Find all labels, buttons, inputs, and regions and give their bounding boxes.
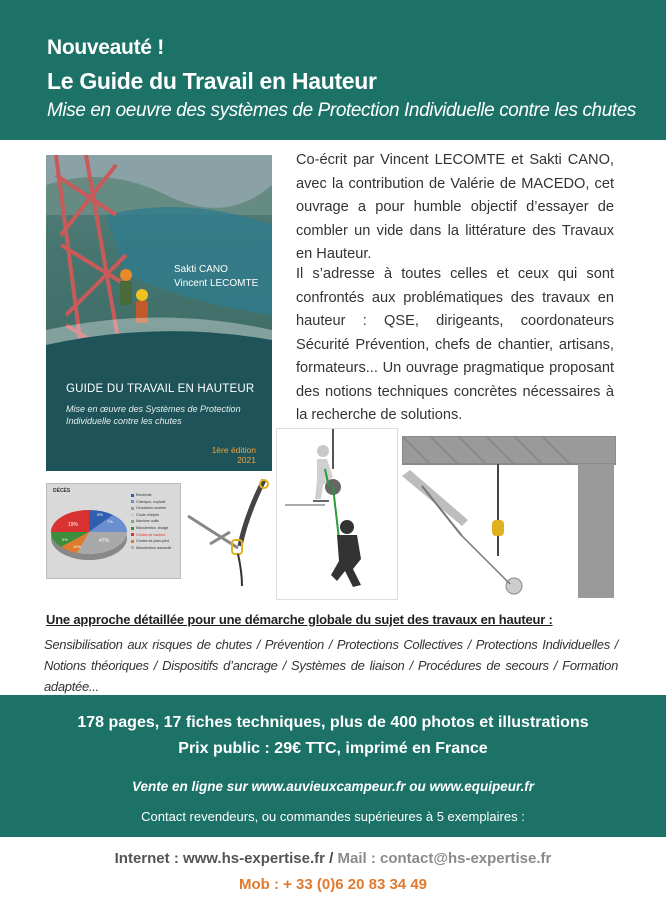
mail-link[interactable]: Mail : contact@hs-expertise.fr [337,850,552,867]
book-specs: 178 pages, 17 fiches techniques, plus de 400 photos et illustrations [77,714,589,731]
legend-item: Electricité [131,492,171,499]
legend-item: Chutes de hauteur [131,532,171,539]
approach-title: Une approche détaillée pour une démarche globale du sujet des travaux en hauteur : [46,612,553,627]
pie-chart-title: DÉCÈS [53,488,71,494]
topics-list: Sensibilisation aux risques de chutes / Prévention / Protections Collectives / Protections Individuelles / Notions théoriques / Dispositifs d’ancrage / Systèmes de liaison / Procédures de secours / Formation adaptée... [44,637,618,694]
pie-label-0: 9% [97,512,103,517]
pie-label-5: 47% [99,538,110,544]
pie-chart-graphic [47,492,131,576]
book-cover [46,155,272,471]
online-sales: Vente en ligne sur www.auvieuxcampeur.fr ou www.equipeur.fr [131,779,535,794]
contact-separator: / [329,850,334,867]
structure-illustration [402,436,616,598]
book-year: 2021 [237,455,256,465]
header-subtitle: Mise en oeuvre des systèmes de Protection Individuelle contre les chutes [47,100,637,121]
legend-item: Chute d’objets [131,512,171,519]
header-title: Le Guide du Travail en Hauteur [47,68,377,94]
legend-item: Manutention manuelle [131,545,171,552]
pie-label-2: 7% [107,519,113,524]
legend-item: Circulation routière [131,505,171,512]
rescue-illustration [276,428,398,600]
intro-paragraph-1: Co-écrit par Vincent LECOMTE et Sakti CANO, avec la contribution de Valérie de MACEDO, cet ouvrage a pour humble objectif d’essayer de combler un vide dans la littérature des Travaux en Hauteur. [296,152,614,262]
internet-link[interactable]: Internet : www.hs-expertise.fr [114,850,325,867]
book-subtitle: Mise en œuvre des Systèmes de Protection Individuelle contre les chutes [66,404,241,426]
pie-chart-thumbnail [46,483,181,579]
legend-item: Chimique, explosif [131,499,171,506]
info-band [0,695,666,837]
pie-chart-legend [131,492,171,551]
header-announcement: Nouveauté ! [47,36,164,59]
pie-label-1: 19% [68,522,79,528]
legend-item: Chutes de plain-pied [131,538,171,545]
book-edition: 1ère édition [211,445,256,455]
legend-item: Manutention, levage [131,525,171,532]
legend-item: Machine outils [131,518,171,525]
pie-label-3: 9% [62,537,68,542]
price: Prix public : 29€ TTC, imprimé en France [178,740,488,757]
pie-label-4: 10% [73,544,82,549]
intro-paragraph-2: Il s’adresse à toutes celles et ceux qui sont confrontés aux problématiques des travaux en hauteur : QSE, dirigeants, coordonateurs Sécurité Prévention, chefs de chantier, artisans, formateurs... Un ouvrage pragmatique proposant des notions techniques concrètes nécessaires à la recherche de solutions. [296,266,614,423]
lanyard-illustration [186,476,270,588]
book-authors [174,263,258,291]
reseller-contact: Contact revendeurs, ou commandes supérieures à 5 exemplaires : [141,809,525,824]
header-banner [0,0,666,140]
book-author-1: Sakti CANO [174,264,228,275]
contact-line [0,850,666,867]
book-author-2: Vincent LECOMTE [174,278,259,289]
book-title: GUIDE DU TRAVAIL EN HAUTEUR [66,383,255,395]
mobile-number: Mob : + 33 (0)6 20 83 34 49 [238,876,427,893]
